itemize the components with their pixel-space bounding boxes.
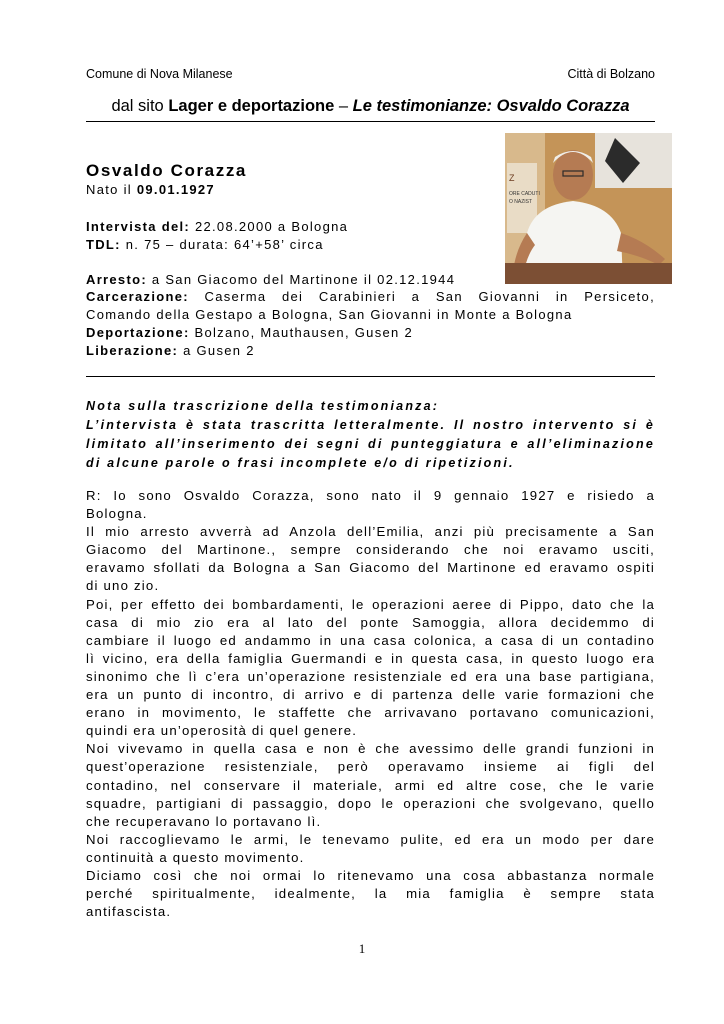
prison-info-cont: Comando della Gestapo a Bologna, San Giovanni in Monte a Bologna (86, 307, 573, 322)
testimony-line: Noi raccoglievamo le armi, le tenevamo pulite, ed era un modo per dare (86, 831, 655, 847)
prison-label: Carcerazione: (86, 289, 189, 304)
born-label: Nato il (86, 182, 137, 197)
testimony-line: erano in movimento, le staffette che arrivavano portavano comunicazioni, (86, 705, 655, 721)
arrest-label: Arresto: (86, 272, 147, 287)
subtitle-title: Le testimonianze: Osvaldo Corazza (352, 97, 630, 115)
testimony-line: Il mio arresto avverrà ad Anzola dell’Emilia, anzi più precisamente a San (86, 524, 655, 540)
witness-photo (505, 133, 672, 284)
testimony-line: eravamo sfollati da Bologna a San Giacomo del Martinone ed eravamo ospiti (86, 560, 655, 576)
interview-value: 22.08.2000 a Bologna (190, 219, 349, 234)
note-line: di alcune parole o frasi incomplete e/o di ripetizioni. (86, 456, 515, 470)
testimony-line: lì vicino, era della famiglia Guermandi e in questa casa, in questo luogo era (86, 650, 655, 666)
tdl-info (86, 237, 324, 252)
interview-label: Intervista del: (86, 219, 191, 234)
note-line: L’intervista è stata trascritta letteralmente. Il nostro intervento si è (86, 418, 655, 432)
liberation-info (86, 343, 255, 358)
testimony-line: che recuperavano lo portavano lì. (86, 813, 322, 829)
liberation-label: Liberazione: (86, 343, 179, 358)
testimony-line: Giacomo del Martinone., sempre considerando che noi eravamo usciti, (86, 542, 655, 558)
tdl-value: n. 75 – durata: 64’+58’ circa (120, 237, 324, 252)
subtitle-dash: – (334, 97, 353, 115)
prison-value-line1: Caserma dei Carabinieri a San Giovanni in Persiceto, (188, 289, 655, 304)
prison-info (86, 288, 655, 306)
page-number: 1 (358, 941, 366, 956)
testimony-line: continuità a questo movimento. (86, 849, 305, 865)
svg-text:Z: Z (509, 173, 515, 183)
birth-info (86, 182, 215, 197)
header-right: Città di Bolzano (567, 67, 655, 81)
svg-text:O NAZIST: O NAZIST (509, 199, 533, 205)
testimony-line: R: Io sono Osvaldo Corazza, sono nato il 9 gennaio 1927 e risiedo a (86, 488, 655, 503)
interview-info (86, 219, 348, 234)
testimony-body (86, 487, 655, 921)
deportation-label: Deportazione: (86, 325, 190, 340)
testimony-line: quest’operazione resistenziale, però operavamo insieme ai figli del (86, 759, 655, 775)
arrest-value: a San Giacomo del Martinone il 02.12.1944 (146, 272, 456, 287)
document-subtitle (86, 97, 655, 116)
testimony-line: Diciamo così che noi ormai lo ritenevamo una cosa abbastanza normale (86, 867, 655, 883)
testimony-line: Noi vivevamo in quella casa e non è che avessimo delle grandi funzioni in (86, 741, 655, 757)
deportation-value: Bolzano, Mauthausen, Gusen 2 (189, 325, 414, 340)
testimony-line: Poi, per effetto dei bombardamenti, le operazioni aeree di Pippo, dato che la (86, 596, 655, 612)
subtitle-site: Lager e deportazione (168, 97, 335, 115)
testimony-line: sinonimo che lì c’era un’operazione resistenziale ed era una base partigiana, (86, 668, 655, 684)
liberation-value: a Gusen 2 (178, 343, 255, 358)
testimony-line: contadino, nel conservare il materiale, armi ed altre cose, che le varie (86, 777, 655, 793)
born-value: 09.01.1927 (136, 182, 215, 197)
tdl-label: TDL: (86, 237, 121, 252)
witness-name: Osvaldo Corazza (86, 161, 247, 180)
testimony-line: casa di mio zio era al lato del ponte Samoggia, allora decidemmo di (86, 614, 655, 630)
testimony-line: squadre, partigiani di passaggio, dopo le operazioni che svolgevano, quello (86, 795, 655, 811)
note-line: limitato all’inserimento dei segni di punteggiatura e all’eliminazione (86, 437, 655, 451)
subtitle-prefix: dal sito (111, 97, 169, 115)
testimony-line: di uno zio. (86, 578, 160, 594)
testimony-line: perché spiritualmente, idealmente, la mia famiglia è sempre stata (86, 886, 655, 902)
transcription-note (86, 397, 655, 473)
testimony-line: Bologna. (86, 506, 148, 522)
svg-text:ORE CADUTI: ORE CADUTI (509, 191, 540, 197)
arrest-info (86, 272, 455, 287)
testimony-line: quindi era un’operosità di quel genere. (86, 723, 358, 739)
section-divider (86, 376, 655, 377)
deportation-info (86, 325, 413, 340)
note-line: Nota sulla trascrizione della testimonianza: (86, 399, 440, 413)
header-divider (86, 121, 655, 122)
testimony-line: era un punto di incontro, di arrivo e di partenza delle varie formazioni che (86, 687, 655, 703)
testimony-line: cambiare il luogo ed andammo in una casa colonica, a casa di un contadino (86, 632, 655, 648)
header-left: Comune di Nova Milanese (86, 67, 233, 81)
testimony-line: antifascista. (86, 904, 172, 920)
